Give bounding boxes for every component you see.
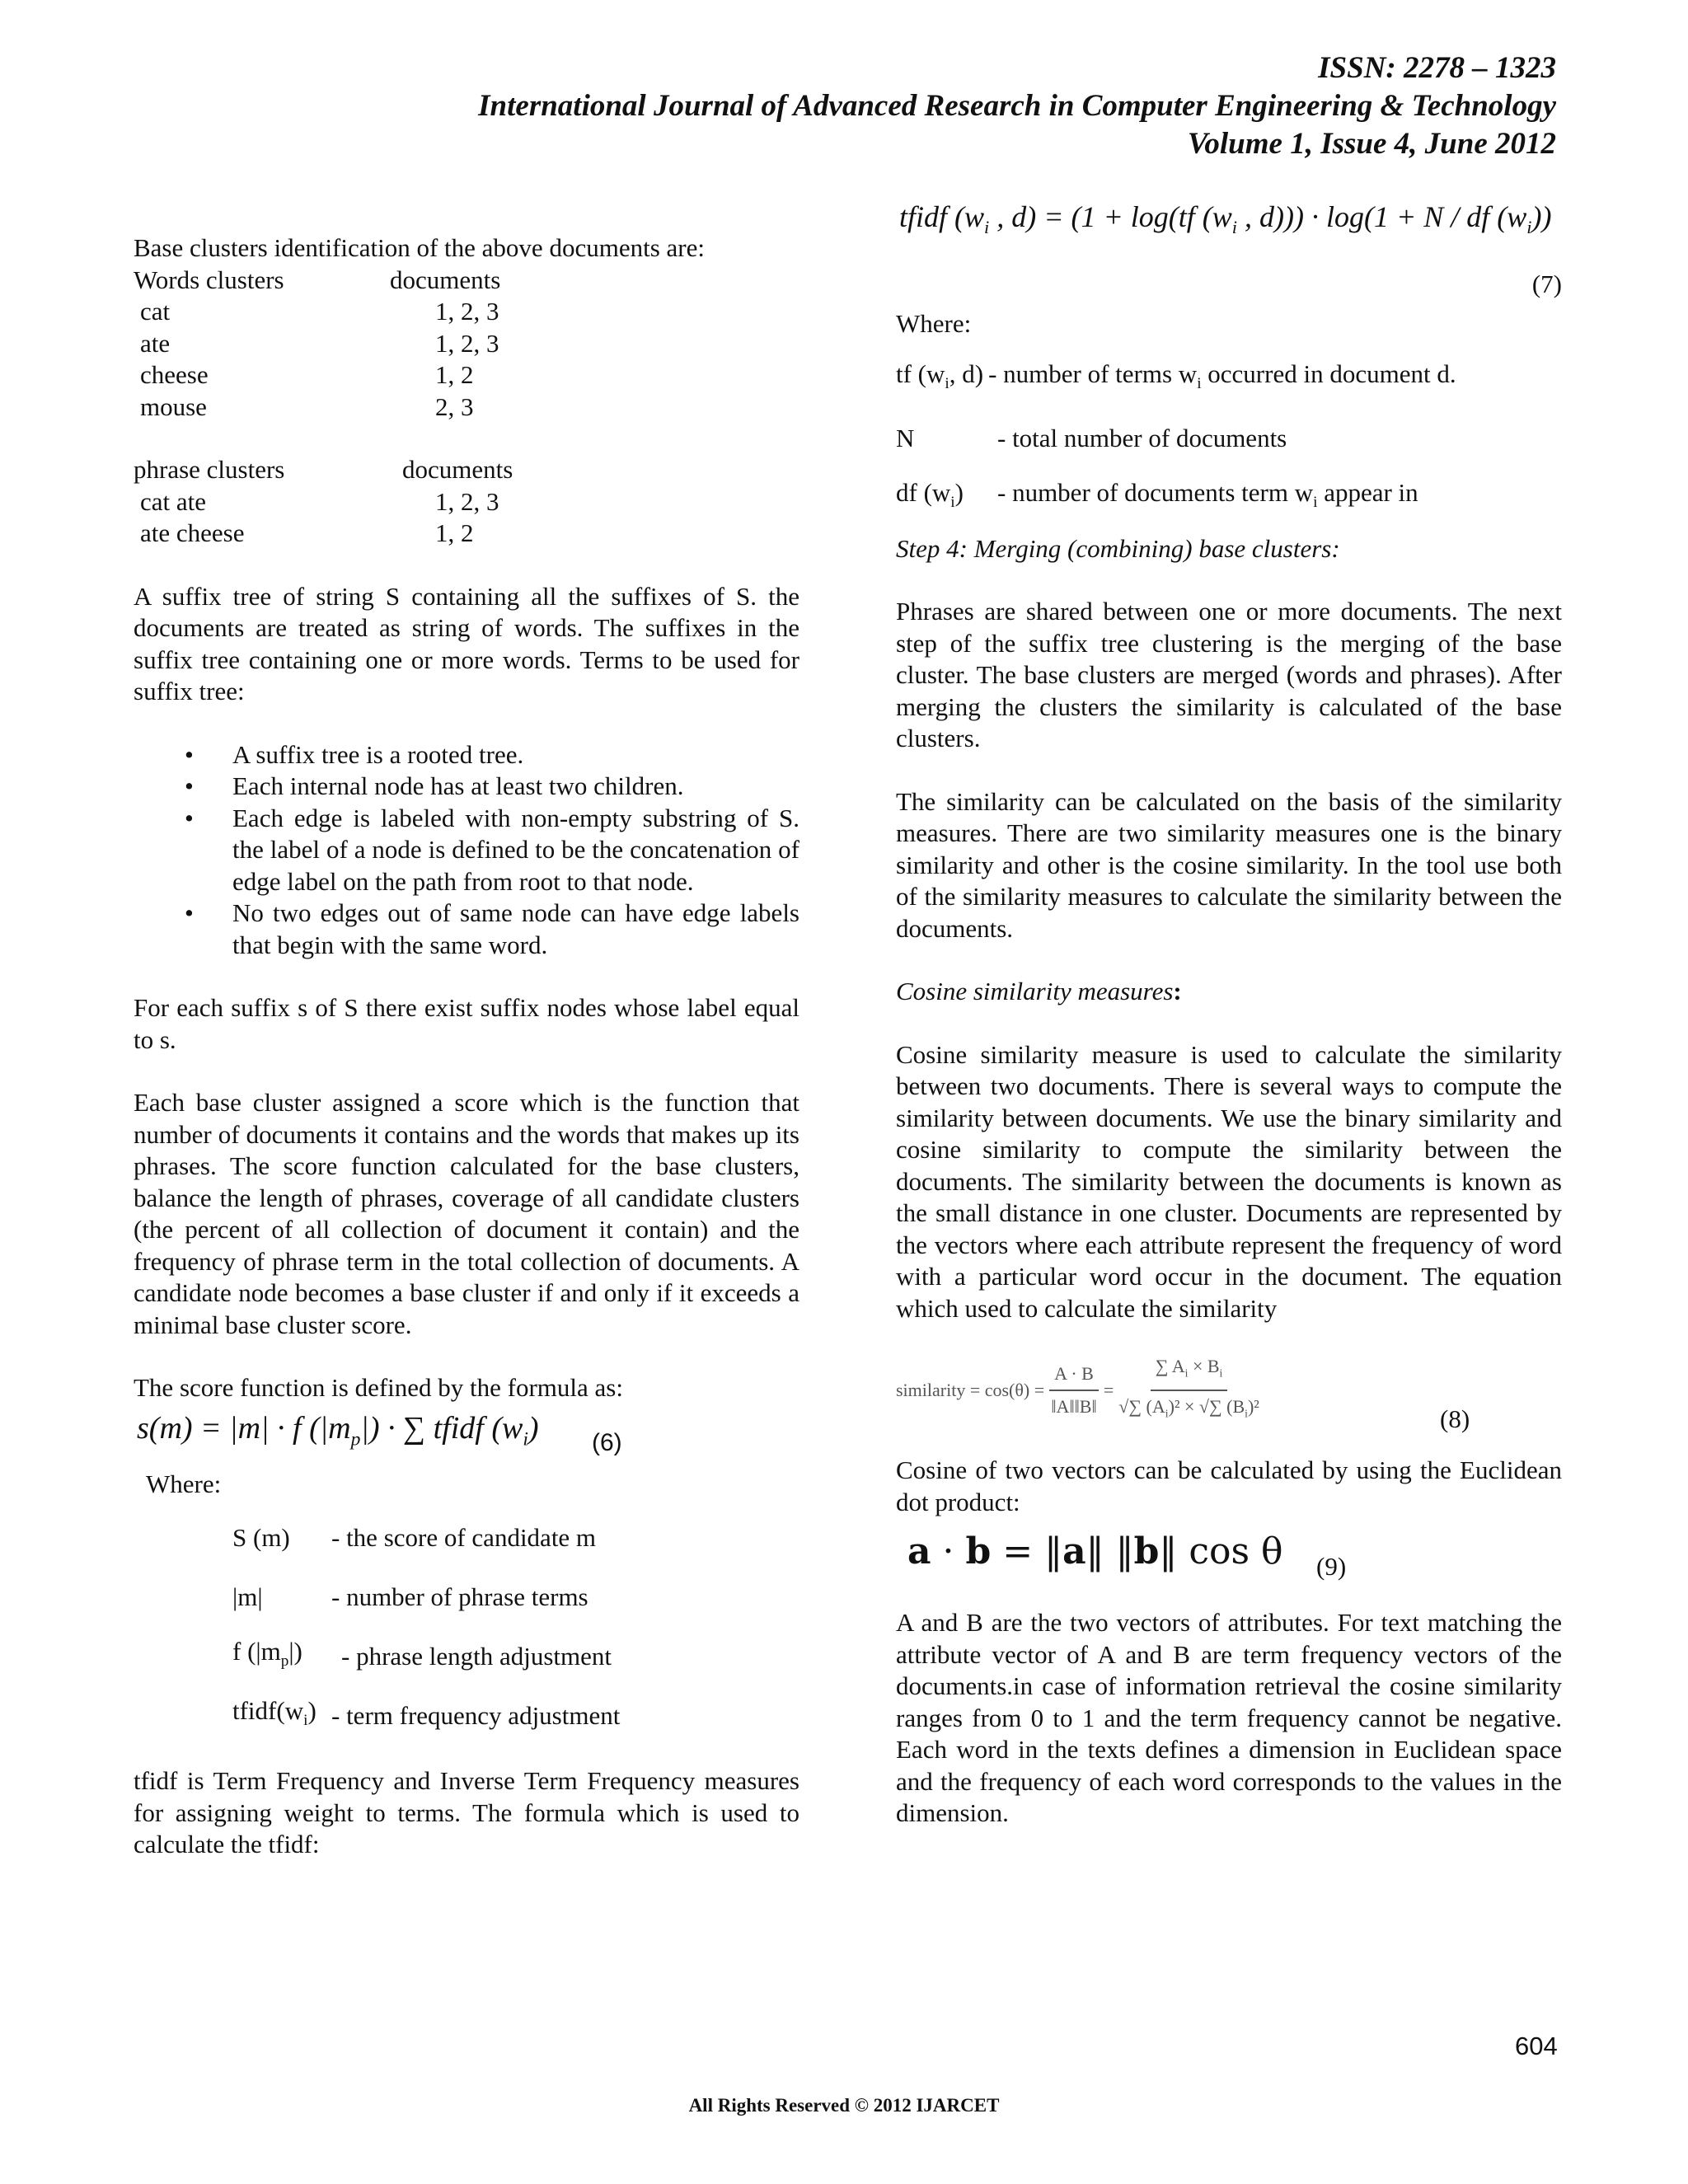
equation-number: (6) — [592, 1428, 622, 1456]
table-cell: cat ate — [140, 486, 207, 516]
definition-term: S (m) — [232, 1522, 290, 1552]
left-column — [134, 232, 799, 1861]
table-row — [134, 518, 799, 550]
table-row — [134, 391, 799, 424]
volume-info: Volume 1, Issue 4, June 2012 — [1187, 127, 1556, 161]
table-cell: 2, 3 — [435, 391, 474, 421]
spacer — [896, 260, 1562, 308]
list-item: • Each edge is labeled with non-empty substring of S. the label of a node is defined to be the concatenation of edge label on the path from root to that node. — [232, 803, 799, 898]
table-cell: ate — [140, 328, 171, 358]
suffix-tree-terms-list — [134, 739, 799, 962]
definition-desc: - phrase length adjustment — [341, 1641, 612, 1671]
base-clusters-intro: Base clusters identification of the above documents are: — [134, 233, 705, 262]
spacer — [896, 565, 1562, 596]
definition-desc: - the score of candidate m — [331, 1522, 597, 1552]
table-row — [134, 486, 799, 518]
equation-6 — [134, 1404, 799, 1469]
dot-product-paragraph: Cosine of two vectors can be calculated by using the Euclidean dot product: — [896, 1455, 1562, 1516]
list-item: • A suffix tree is a rooted tree. — [232, 739, 799, 771]
equation-number: (8) — [1440, 1404, 1470, 1433]
definition-term: |m| — [232, 1582, 263, 1611]
table-cell: 1, 2, 3 — [435, 297, 499, 326]
spacer — [896, 1008, 1562, 1039]
spacer — [134, 1341, 799, 1372]
definition-row — [232, 1686, 799, 1746]
equation-9 — [896, 1518, 1562, 1601]
words-clusters-table — [134, 265, 799, 424]
table-header-cell: documents — [390, 265, 501, 294]
list-item: • Each internal node has at least two children. — [232, 771, 799, 803]
merge-paragraph: Phrases are shared between one or more documents. The next step of the suffix tree clustering is the merging of the base cluster. The base clusters are merged (words and phrases). After merging the clusters the similarity is calculated of the base clusters. — [896, 597, 1562, 752]
definition-row — [896, 350, 1562, 410]
spacer — [134, 1746, 799, 1765]
spacer — [134, 423, 799, 454]
table-row — [134, 359, 799, 391]
cosine-heading: Cosine similarity measures: — [896, 977, 1182, 1005]
tfidf-formula: tfidf ($w_i$ , d) = (1 + log(tf ($w_i$ , d))) · log(1 + N / df $(w_i)$) — [899, 200, 1552, 238]
table-cell: 1, 2 — [435, 518, 474, 547]
vectors-paragraph: A and B are the two vectors of attributes. For text matching the attribute vector of A and B are term frequency vectors of the documents.in case of information retrieval the cosine similarity ranges from 0 to 1 and the term frequency cannot be negative. Each word in the texts defines a dimension in Euclidean space and the frequency of each word corresponds to the values in the dimension. — [896, 1608, 1562, 1827]
dot-product-formula: a · b = ‖a‖ ‖b‖ cos θ — [907, 1530, 1283, 1572]
step4-heading: Step 4: Merging (combining) base clusters: — [896, 533, 1340, 563]
definition-row — [232, 1568, 799, 1627]
spacer — [896, 944, 1562, 976]
table-header-cell: Words clusters — [134, 265, 284, 294]
spacer — [134, 550, 799, 581]
spacer — [896, 755, 1562, 786]
spacer — [134, 1056, 799, 1087]
page-number: 604 — [1515, 2032, 1558, 2060]
definition-desc: - number of terms $w_i$ occurred in document d. — [988, 359, 1456, 393]
table-header-cell: documents — [402, 455, 513, 484]
definition-desc: - number of documents term $w_i$ appear in — [997, 478, 1418, 512]
equation-8 — [896, 1341, 1562, 1448]
definition-desc: - number of phrase terms — [331, 1582, 588, 1611]
cosine-paragraph: Cosine similarity measure is used to calculate the similarity between two documents. There is several ways to compute the similarity between documents. We use the binary similarity and cosine similarity to compute the similarity between the documents. The similarity between the documents is known as the small distance in one cluster. Documents are represented by the vectors where each attribute represent the frequency of word with a particular word occur in the document. The equation which used to calculate the similarity — [896, 1039, 1562, 1323]
equation-7 — [896, 198, 1562, 298]
issn: ISSN: 2278 – 1323 — [1318, 51, 1556, 85]
similarity-paragraph: The similarity can be calculated on the basis of the similarity measures. There are two similarity measures one is the binary similarity and other is the cosine similarity. In the tool use both of the similarity measures to calculate the similarity between the documents. — [896, 786, 1562, 943]
definition-term: df $(w_i)$ — [896, 478, 964, 512]
where-label: Where: — [896, 309, 972, 338]
score-definitions — [134, 1508, 799, 1746]
score-formula: s(m) = |m| · f $(|m_p|)$ · ∑ tfidf $(w_i)$ — [137, 1410, 539, 1451]
phrase-clusters-table — [134, 454, 799, 550]
definition-term: N — [896, 424, 915, 453]
journal-header — [478, 49, 1556, 163]
table-header — [134, 454, 799, 486]
suffix-tree-paragraph: A suffix tree of string S containing all the suffixes of S. the documents are treated as string of words. The suffixes in the suffix tree containing one or more words. Terms to be used for suffix tree: — [134, 581, 799, 705]
spacer — [134, 961, 799, 992]
table-cell: mouse — [140, 391, 207, 421]
definition-term: tf ($w_i$, d) — [896, 359, 984, 393]
table-header — [134, 265, 799, 297]
table-cell: 1, 2, 3 — [435, 486, 499, 516]
definition-row — [232, 1508, 799, 1568]
spacer — [896, 1448, 1562, 1455]
journal-title: International Journal of Advanced Research in Computer Engineering & Technology — [478, 89, 1556, 123]
table-row — [134, 296, 799, 328]
definition-row — [896, 469, 1562, 528]
equation-number: (7) — [1531, 269, 1562, 298]
definition-term: $tfidf(w_i)$ — [232, 1695, 316, 1729]
table-cell: cheese — [140, 360, 209, 389]
spacer — [134, 708, 799, 739]
table-cell: 1, 2, 3 — [435, 328, 499, 358]
right-column — [896, 198, 1562, 1830]
suffix-nodes-paragraph: For each suffix s of S there exist suffix nodes whose label equal to s. — [134, 993, 799, 1054]
cosine-similarity-formula: similarity = cos(θ) = $\frac{A \cdot B}{‖A‖‖B‖}$ = $\frac{\sum A_i \times B_i}{√\sum (A_i)^2 \times √\sum (B_i)^2}$ — [896, 1341, 1562, 1440]
table-cell: ate cheese — [140, 518, 245, 547]
table-cell: cat — [140, 297, 171, 326]
equation-number: (9) — [1316, 1552, 1347, 1581]
table-cell: 1, 2 — [435, 360, 474, 389]
table-row — [134, 328, 799, 360]
where-label: Where: — [146, 1469, 222, 1498]
list-item: • No two edges out of same node can have edge labels that begin with the same word. — [232, 898, 799, 961]
definition-row — [232, 1627, 799, 1686]
definition-term: f $(|m_p|)$ — [232, 1636, 302, 1670]
copyright-footer: All Rights Reserved © 2012 IJARCET — [688, 2095, 1000, 2116]
spacer — [896, 1324, 1562, 1341]
tfidf-definitions — [896, 350, 1562, 528]
definition-desc: - term frequency adjustment — [331, 1700, 621, 1730]
definition-desc: - total number of documents — [997, 424, 1287, 453]
score-formula-intro: The score function is defined by the formula as: — [134, 1373, 623, 1402]
score-paragraph: Each base cluster assigned a score which is the function that number of documents it contains and the words that makes up its phrases. The score function calculated for the base clusters, balance the length of phrases, coverage of all candidate clusters (the percent of all collection of document it contain) and the frequency of phrase term in the total collection of documents. A candidate node becomes a base cluster if and only if it exceeds a minimal base cluster score. — [134, 1088, 799, 1339]
table-header-cell: phrase clusters — [134, 455, 285, 484]
spacer — [896, 1601, 1562, 1607]
definition-row — [896, 410, 1562, 469]
tfidf-paragraph: tfidf is Term Frequency and Inverse Term Frequency measures for assigning weight to terms. The formula which is used to calculate the tfidf: — [134, 1766, 799, 1858]
